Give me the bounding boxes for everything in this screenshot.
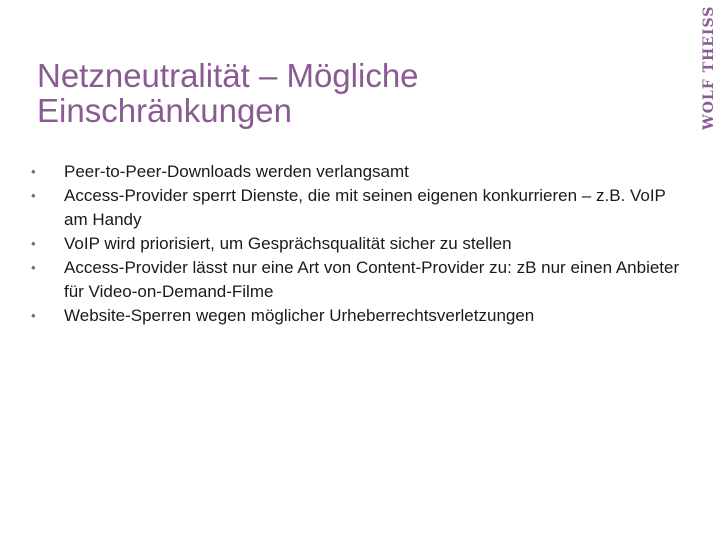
bullet-item: [30, 184, 680, 232]
bullet-item: [30, 232, 680, 256]
bullet-marker: •: [31, 164, 36, 179]
bullet-item: [30, 256, 680, 304]
slide-title-line-1: Netzneutralität – Mögliche: [37, 57, 419, 94]
slide-title-line-2: Einschränkungen: [37, 92, 293, 129]
bullet-marker: •: [31, 236, 36, 251]
bullet-marker: •: [31, 260, 36, 275]
bullet-text: VoIP wird priorisiert, um Gesprächsqualität sicher zu stellen: [64, 234, 512, 253]
bullet-text: Access-Provider lässt nur eine Art von Content-Provider zu: zB nur einen Anbieter für Video-on-Demand-Filme: [64, 258, 680, 301]
bullet-text: Peer-to-Peer-Downloads werden verlangsamt: [64, 162, 409, 181]
bullet-list: [30, 160, 680, 328]
bullet-marker: •: [31, 308, 36, 323]
logo-text: WOLF THEISS: [701, 5, 717, 130]
slide-title: [37, 58, 637, 128]
wolf-theiss-logo: [692, 0, 720, 140]
bullet-text: Website-Sperren wegen möglicher Urheberrechtsverletzungen: [64, 306, 535, 325]
bullet-item: [30, 160, 680, 184]
logo-wordmark: [692, 0, 720, 140]
bullet-item: [30, 304, 680, 328]
bullet-marker: •: [31, 188, 36, 203]
bullet-text: Access-Provider sperrt Dienste, die mit seinen eigenen konkurrieren – z.B. VoIP am Handy: [64, 186, 666, 229]
